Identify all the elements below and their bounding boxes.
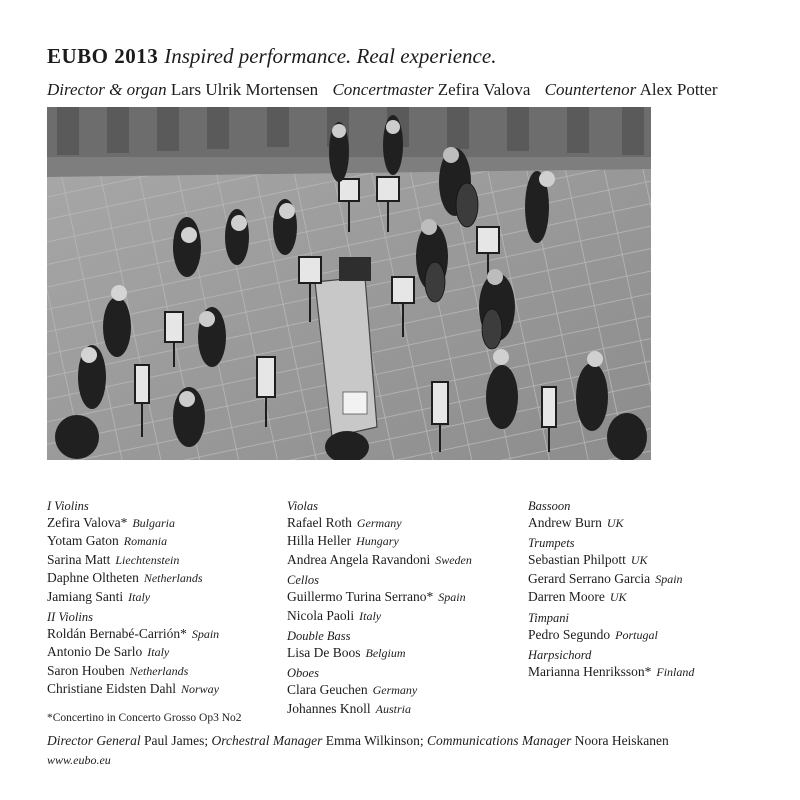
member-name: Marianna Henriksson* — [528, 664, 652, 680]
staff-role: Orchestral Manager — [211, 733, 323, 748]
roster-column-1 — [47, 498, 219, 699]
member-name: Roldán Bernabé-Carrión* — [47, 626, 187, 642]
staff-name: Emma Wilkinson; — [325, 733, 424, 748]
member-name: Hilla Heller — [287, 533, 352, 549]
member-country: Spain — [655, 571, 683, 586]
member-country: Netherlands — [129, 663, 189, 678]
member-name: Pedro Segundo — [528, 626, 611, 642]
member-country: UK — [606, 516, 624, 530]
member-country: Germany — [356, 516, 402, 530]
website-link[interactable]: www.eubo.eu — [47, 753, 111, 767]
roster-section — [528, 535, 694, 606]
brand-title: EUBO 2013 — [47, 44, 159, 68]
section-title: Trumpets — [528, 536, 575, 551]
member-row — [287, 588, 472, 606]
credits-line — [47, 80, 717, 100]
member-row — [47, 514, 219, 532]
member-name: Guillermo Turina Serrano* — [287, 589, 434, 605]
member-row — [47, 662, 219, 680]
member-name: Gerard Serrano Garcia — [528, 570, 651, 586]
staff-name: Noora Heiskanen — [574, 733, 669, 748]
member-name: Zefira Valova* — [47, 515, 128, 530]
section-title: Cellos — [287, 573, 319, 588]
member-name: Johannes Knoll — [287, 700, 371, 716]
roster-column-2 — [287, 498, 472, 718]
section-title: Violas — [287, 499, 319, 513]
member-name: Yotam Gaton — [47, 533, 119, 549]
section-title: Double Bass — [287, 629, 351, 644]
credit-role: Director & organ — [47, 80, 167, 99]
member-row — [287, 551, 472, 569]
member-country: UK — [609, 590, 627, 605]
member-name: Christiane Eidsten Dahl — [47, 681, 176, 697]
section-title: I Violins — [47, 499, 89, 513]
section-title: Timpani — [528, 610, 569, 625]
staff-role: Director General — [47, 733, 141, 748]
member-country: Hungary — [356, 534, 399, 549]
member-name: Daphne Oltheten — [47, 570, 139, 586]
member-country: Austria — [375, 701, 411, 716]
member-country: Italy — [147, 645, 170, 660]
roster-section — [287, 665, 472, 718]
member-row — [47, 680, 219, 698]
member-row — [47, 625, 219, 643]
staff-role: Communications Manager — [426, 733, 572, 748]
member-country: Bulgaria — [132, 516, 176, 530]
member-country: Spain — [438, 590, 466, 605]
member-name: Sebastian Philpott — [528, 552, 626, 568]
section-title: Harpsichord — [528, 648, 592, 663]
roster-section — [47, 498, 219, 606]
member-name: Saron Houben — [47, 662, 125, 678]
member-row — [47, 643, 219, 661]
credit-name: Zefira Valova — [437, 80, 531, 99]
member-row — [528, 626, 694, 644]
member-country: Finland — [656, 665, 695, 680]
member-row — [287, 607, 472, 625]
credit-role: Concertmaster — [332, 80, 434, 99]
member-row — [287, 514, 472, 532]
member-row — [287, 681, 472, 699]
roster-column-3 — [528, 498, 694, 681]
member-country: Spain — [191, 627, 220, 642]
member-country: Romania — [123, 534, 168, 549]
member-row — [287, 700, 472, 718]
member-name: Antonio De Sarlo — [47, 644, 143, 660]
member-row — [47, 569, 219, 587]
member-country: Netherlands — [143, 571, 203, 586]
section-title: II Violins — [47, 610, 93, 625]
member-name: Lisa De Boos — [287, 645, 361, 661]
member-country: Sweden — [435, 552, 472, 567]
member-row — [528, 551, 694, 569]
member-country: Norway — [180, 682, 219, 697]
member-name: Clara Geuchen — [287, 682, 368, 698]
member-country: UK — [630, 553, 648, 568]
credit-name: Lars Ulrik Mortensen — [170, 80, 319, 99]
tagline: Inspired performance. Real experience. — [164, 44, 497, 68]
section-title: Bassoon — [528, 499, 571, 513]
member-name: Darren Moore — [528, 589, 605, 605]
page-title — [47, 44, 496, 69]
member-country: Italy — [359, 608, 382, 623]
section-title: Oboes — [287, 666, 319, 681]
member-country: Portugal — [615, 627, 658, 642]
footnote: *Concertino in Concerto Grosso Op3 No2 — [47, 712, 242, 724]
roster-section — [287, 572, 472, 625]
member-row — [47, 532, 219, 550]
member-name: Nicola Paoli — [287, 607, 355, 623]
member-name: Andrea Angela Ravandoni — [287, 551, 431, 567]
member-row — [528, 514, 694, 532]
member-row — [287, 644, 472, 662]
member-row — [47, 551, 219, 569]
member-name: Jamiang Santi — [47, 588, 124, 604]
roster-section — [287, 628, 472, 662]
roster-section — [287, 498, 472, 569]
staff-name: Paul James; — [143, 733, 209, 748]
member-row — [528, 588, 694, 606]
member-row — [528, 570, 694, 588]
roster-section — [528, 647, 694, 681]
credit-role: Countertenor — [544, 80, 637, 99]
member-country: Italy — [128, 589, 151, 604]
member-name: Andrew Burn — [528, 515, 602, 530]
orchestra-photo — [47, 107, 651, 460]
member-name: Sarina Matt — [47, 551, 111, 567]
orchestra-photo-image — [47, 107, 651, 460]
roster-section — [47, 609, 219, 699]
member-country: Belgium — [365, 646, 406, 661]
member-country: Liechtenstein — [115, 552, 180, 567]
staff-line — [47, 733, 669, 749]
roster-section — [528, 610, 694, 644]
roster-section — [528, 498, 694, 532]
member-name: Rafael Roth — [287, 515, 352, 530]
member-country: Germany — [372, 683, 418, 698]
member-row — [528, 663, 694, 681]
member-row — [47, 588, 219, 606]
member-row — [287, 532, 472, 550]
credit-name: Alex Potter — [639, 80, 718, 99]
